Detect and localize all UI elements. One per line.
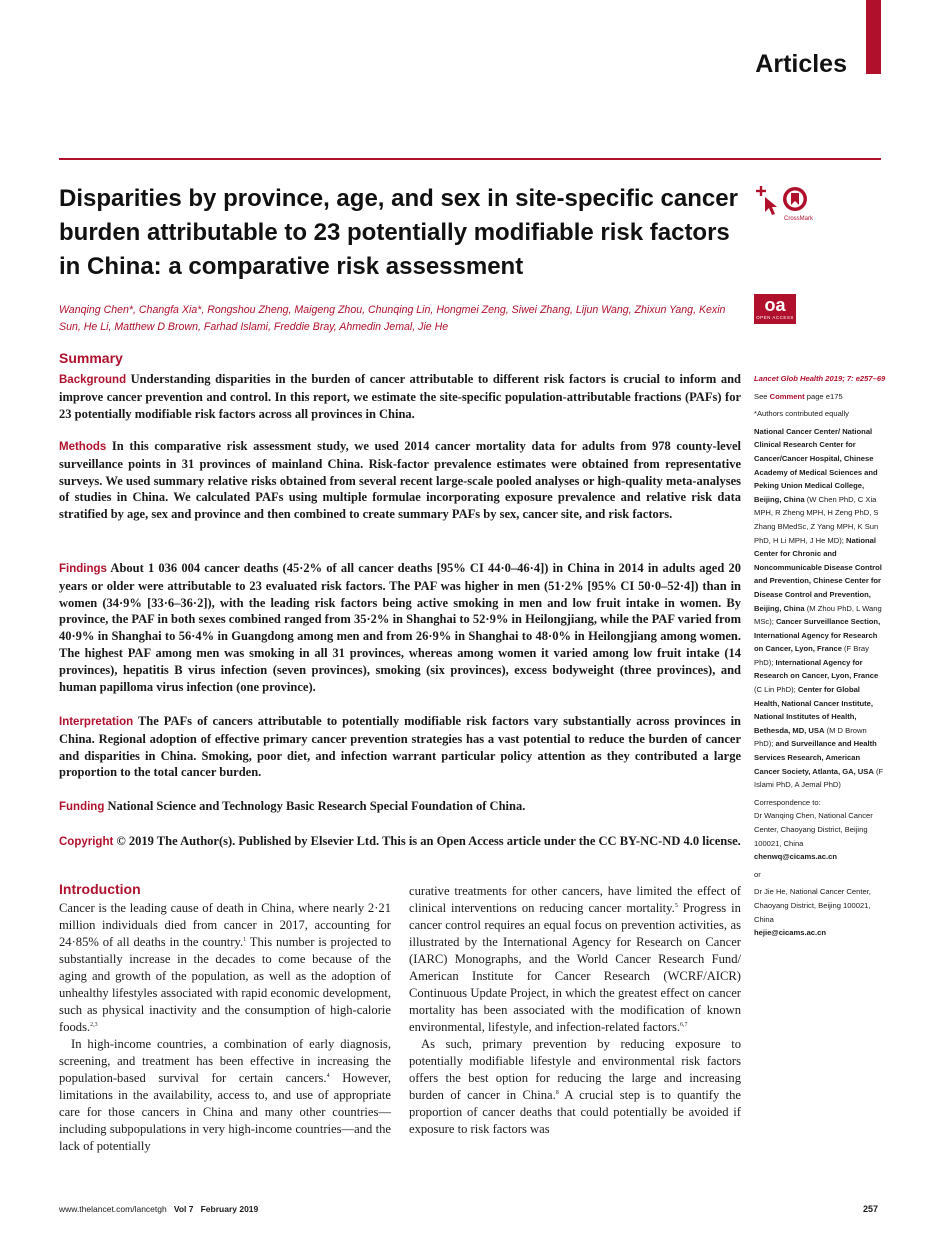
intro-paragraph-1: Cancer is the leading cause of death in China, where nearly 2·21 million individuals died from cancer in 2017, accounting for 24·85% of all deaths in the country.$^1$ This number is projected to substantially increase in the decades to come because of the aging and growth of the population, as well as the adoption of unhealthy lifestyles associated with rapid economic development, such as physical inactivity and the consumption of high-calorie foods.$^{2,3}$ (59, 901, 392, 1034)
footer-url[interactable]: www.thelancet.com/lancetgh (59, 1204, 167, 1214)
abstract-methods (59, 438, 741, 523)
oa-subtext: OPEN ACCESS (756, 315, 794, 320)
crossmark-icon (755, 185, 825, 230)
correspondence-2: Dr Jie He, National Cancer Center, Chaoyang District, Beijing 100021, China hejie@cicams.ac.cn (754, 887, 871, 938)
abstract-funding (59, 798, 741, 816)
findings-text: About 1 036 004 cancer deaths (45·2% of all cancer deaths [95% CI 44·0–46·4]) in China in 2014 in adults aged 20 years or older were attributable to 23 evaluated risk factors. The PAF was higher in men (51·2% [95% CI 50·0–52·4]) than in women (34·9% [33·6–36·2]), with the leading risk factors being active smoking in men and low fruit intake in women. By province, the PAF in both sexes combined ranged from 35·2% in Shanghai to 52·9% in Heilongjiang, while the PAF varied from 40·9% in Shanghai to 56·4% in Guangdong among men and from 26·9% in Shanghai to 48·0% in Heilongjiang among women. The highest PAF among men was smoking in all 31 provinces, whereas among women it varied among low fruit intake (14 provinces), hepatitis B virus infection (seven provinces), smoking (six provinces), excess bodyweight (three provinces), and human papilloma virus infection (one province). (59, 561, 741, 694)
open-access-badge (754, 294, 796, 324)
findings-label: Findings (59, 563, 107, 575)
body-column-left (59, 900, 391, 1155)
footer-date: February 2019 (200, 1204, 259, 1214)
journal-citation: Lancet Glob Health 2019; 7: e257–69 (754, 374, 886, 383)
funding-text: National Science and Technology Basic Research Special Foundation of China. (107, 799, 526, 813)
ref-superscript[interactable]: 8 (555, 1089, 559, 1096)
footer (59, 1204, 258, 1214)
margin-sidebar (754, 372, 886, 944)
author-list: Wanqing Chen*, Changfa Xia*, Rongshou Zheng, Maigeng Zhou, Chunqing Lin, Hongmei Zeng, Siwei Zhang, Lijun Wang, Zhixun Yang, Kexin Sun, He Li, Matthew D Brown, Farhad Islami, Freddie Bray, Ahmedin Jemal, Jie He (59, 304, 726, 333)
ref-superscript[interactable]: 4 (326, 1072, 330, 1079)
copyright-text: © 2019 The Author(s). Published by Elsevier Ltd. This is an Open Access article under the CC BY-NC-ND 4.0 license. (116, 834, 741, 848)
ref-superscript[interactable]: 1 (243, 936, 247, 943)
methods-text: In this comparative risk assessment study, we used 2014 cancer mortality data for adults from 978 county-level surveillance points in 31 provinces of mainland China. Risk-factor prevalence estimates were obtained from representative surveys. We used summary relative risks obtained from several recent large-scale pooled analyses or high-quality meta-analyses of studies in China. We calculated PAFs using multiple formulae incorporating exposure prevalence and relative risk data stratified by age, sex and province and then combined to create summary PAFs by sex, cancer site, and risk factors. (59, 439, 741, 522)
crossmark-badge[interactable] (755, 185, 825, 230)
header-accent-bar (866, 0, 881, 74)
abstract-findings (59, 560, 741, 695)
background-text: Understanding disparities in the burden of cancer attributable to different risk factors is crucial to inform and improve cancer prevention and control. In this report, we estimate the site-specific population-attributable fractions (PAFs) for 23 potentially modifiable risk factors across all provinces in China. (59, 372, 742, 421)
abstract-copyright (59, 833, 741, 851)
abstract-background (59, 371, 741, 422)
footer-volume: Vol 7 (173, 1204, 194, 1214)
see-comment: See Comment page e175 (754, 391, 843, 401)
methods-label: Methods (59, 441, 107, 453)
correspondence-1: Correspondence to: Dr Wanqing Chen, National Cancer Center, Chaoyang District, Beijing 100021, China chenwq@cicams.ac.cn (754, 797, 873, 862)
copyright-label: Copyright (59, 836, 114, 848)
interpretation-text: The PAFs of cancers attributable to potentially modifiable risk factors vary substantially across provinces in China. Regional adoption of effective primary cancer prevention strategies has a vast potential to reduce the burden of cancer and disparities in China. Smoking, poor diet, and infection warrant particular policy attention as they contributed a large proportion to the total cancer burden. (59, 714, 741, 780)
intro-paragraph-3: curative treatments for other cancers, have limited the effect of clinical interventions on reducing cancer mortality.$^5$ Progress in cancer control requires an equal focus on prevention activities, as illustrated by the International Agency for Research on Cancer (IARC) Monographs, and the World Cancer Research Fund/ American Institute for Cancer Research (WCRF/AICR) Continuous Update Project, in which the greatest effect on cancer mortality has been associated with the modification of known environmental, lifestyle, and infection-related factors.$^{6,7}$ (409, 884, 741, 1034)
background-label: Background (59, 374, 127, 386)
article-title: Disparities by province, age, and sex in site-specific cancer burden attributable to 23 potentially modifiable risk factors in China: a comparative risk assessment (59, 185, 738, 280)
body-column-right (409, 883, 741, 1138)
oa-text: oa (764, 295, 786, 315)
funding-label: Funding (59, 801, 105, 813)
introduction-heading: Introduction (59, 881, 141, 897)
summary-heading: Summary (59, 350, 123, 366)
header-rule (59, 158, 881, 160)
email-link[interactable]: chenwq@cicams.ac.cn (754, 852, 837, 862)
affiliations: National Cancer Center/ National Clinical Research Center for Cancer/Cancer Hospital, Chinese Academy of Medical Sciences and Peking Union Medical College, Beijing, China (W Chen PhD, C Xia MPH, R Zheng MPH, H Zeng PhD, S Zhang BMedSc, Z Yang MPH, K Sun PhD, H Li MPH, J He MD); National Center for Chronic and Noncommunicable Disease Control and Prevention, Chinese Center for Disease Control and Prevention, Beijing, China (M Zhou PhD, L Wang MSc); Cancer Surveillance Section, International Agency for Research on Cancer, Lyon, France (F Bray PhD); International Agency for Research on Cancer, Lyon, France (C Lin PhD); Center for Global Health, National Cancer Institute, National Institutes of Health, Bethesda, MD, USA (M D Brown PhD); and Surveillance and Health Services Research, American Cancer Society, Atlanta, GA, USA (F Islami PhD, A Jemal PhD) (754, 426, 884, 790)
email-link[interactable]: hejie@cicams.ac.cn (754, 928, 826, 938)
ref-superscript[interactable]: 5 (674, 902, 678, 909)
section-label: Articles (755, 50, 847, 78)
interpretation-label: Interpretation (59, 716, 134, 728)
ref-superscript[interactable]: 2,3 (90, 1021, 98, 1028)
crossmark-label: CrossMark (784, 216, 814, 222)
intro-paragraph-2: In high-income countries, a combination of early diagnosis, screening, and treatment has been effective in increasing the population-based survival for certain cancers.$^4$ However, limitations in the availability, access to, and use of appropriate care for those cancers in China and many other countries—including subpopulations in very high-income countries—and the lack of potentially (59, 1037, 392, 1153)
comment-link[interactable]: Comment (769, 391, 805, 401)
authors-note: *Authors contributed equally (754, 409, 849, 419)
ref-superscript[interactable]: 6,7 (680, 1021, 688, 1028)
correspondence-or: or (754, 869, 761, 879)
abstract-interpretation (59, 713, 741, 781)
intro-paragraph-4: As such, primary prevention by reducing exposure to potentially modifiable lifestyle and environmental risk factors offers the best option for reducing the large and increasing burden of cancer in China.$^8$ A crucial step is to quantify the proportion of cancer deaths that could potentially be avoided if exposure to risk factors was (409, 1037, 741, 1136)
page-number: 257 (862, 1204, 878, 1214)
